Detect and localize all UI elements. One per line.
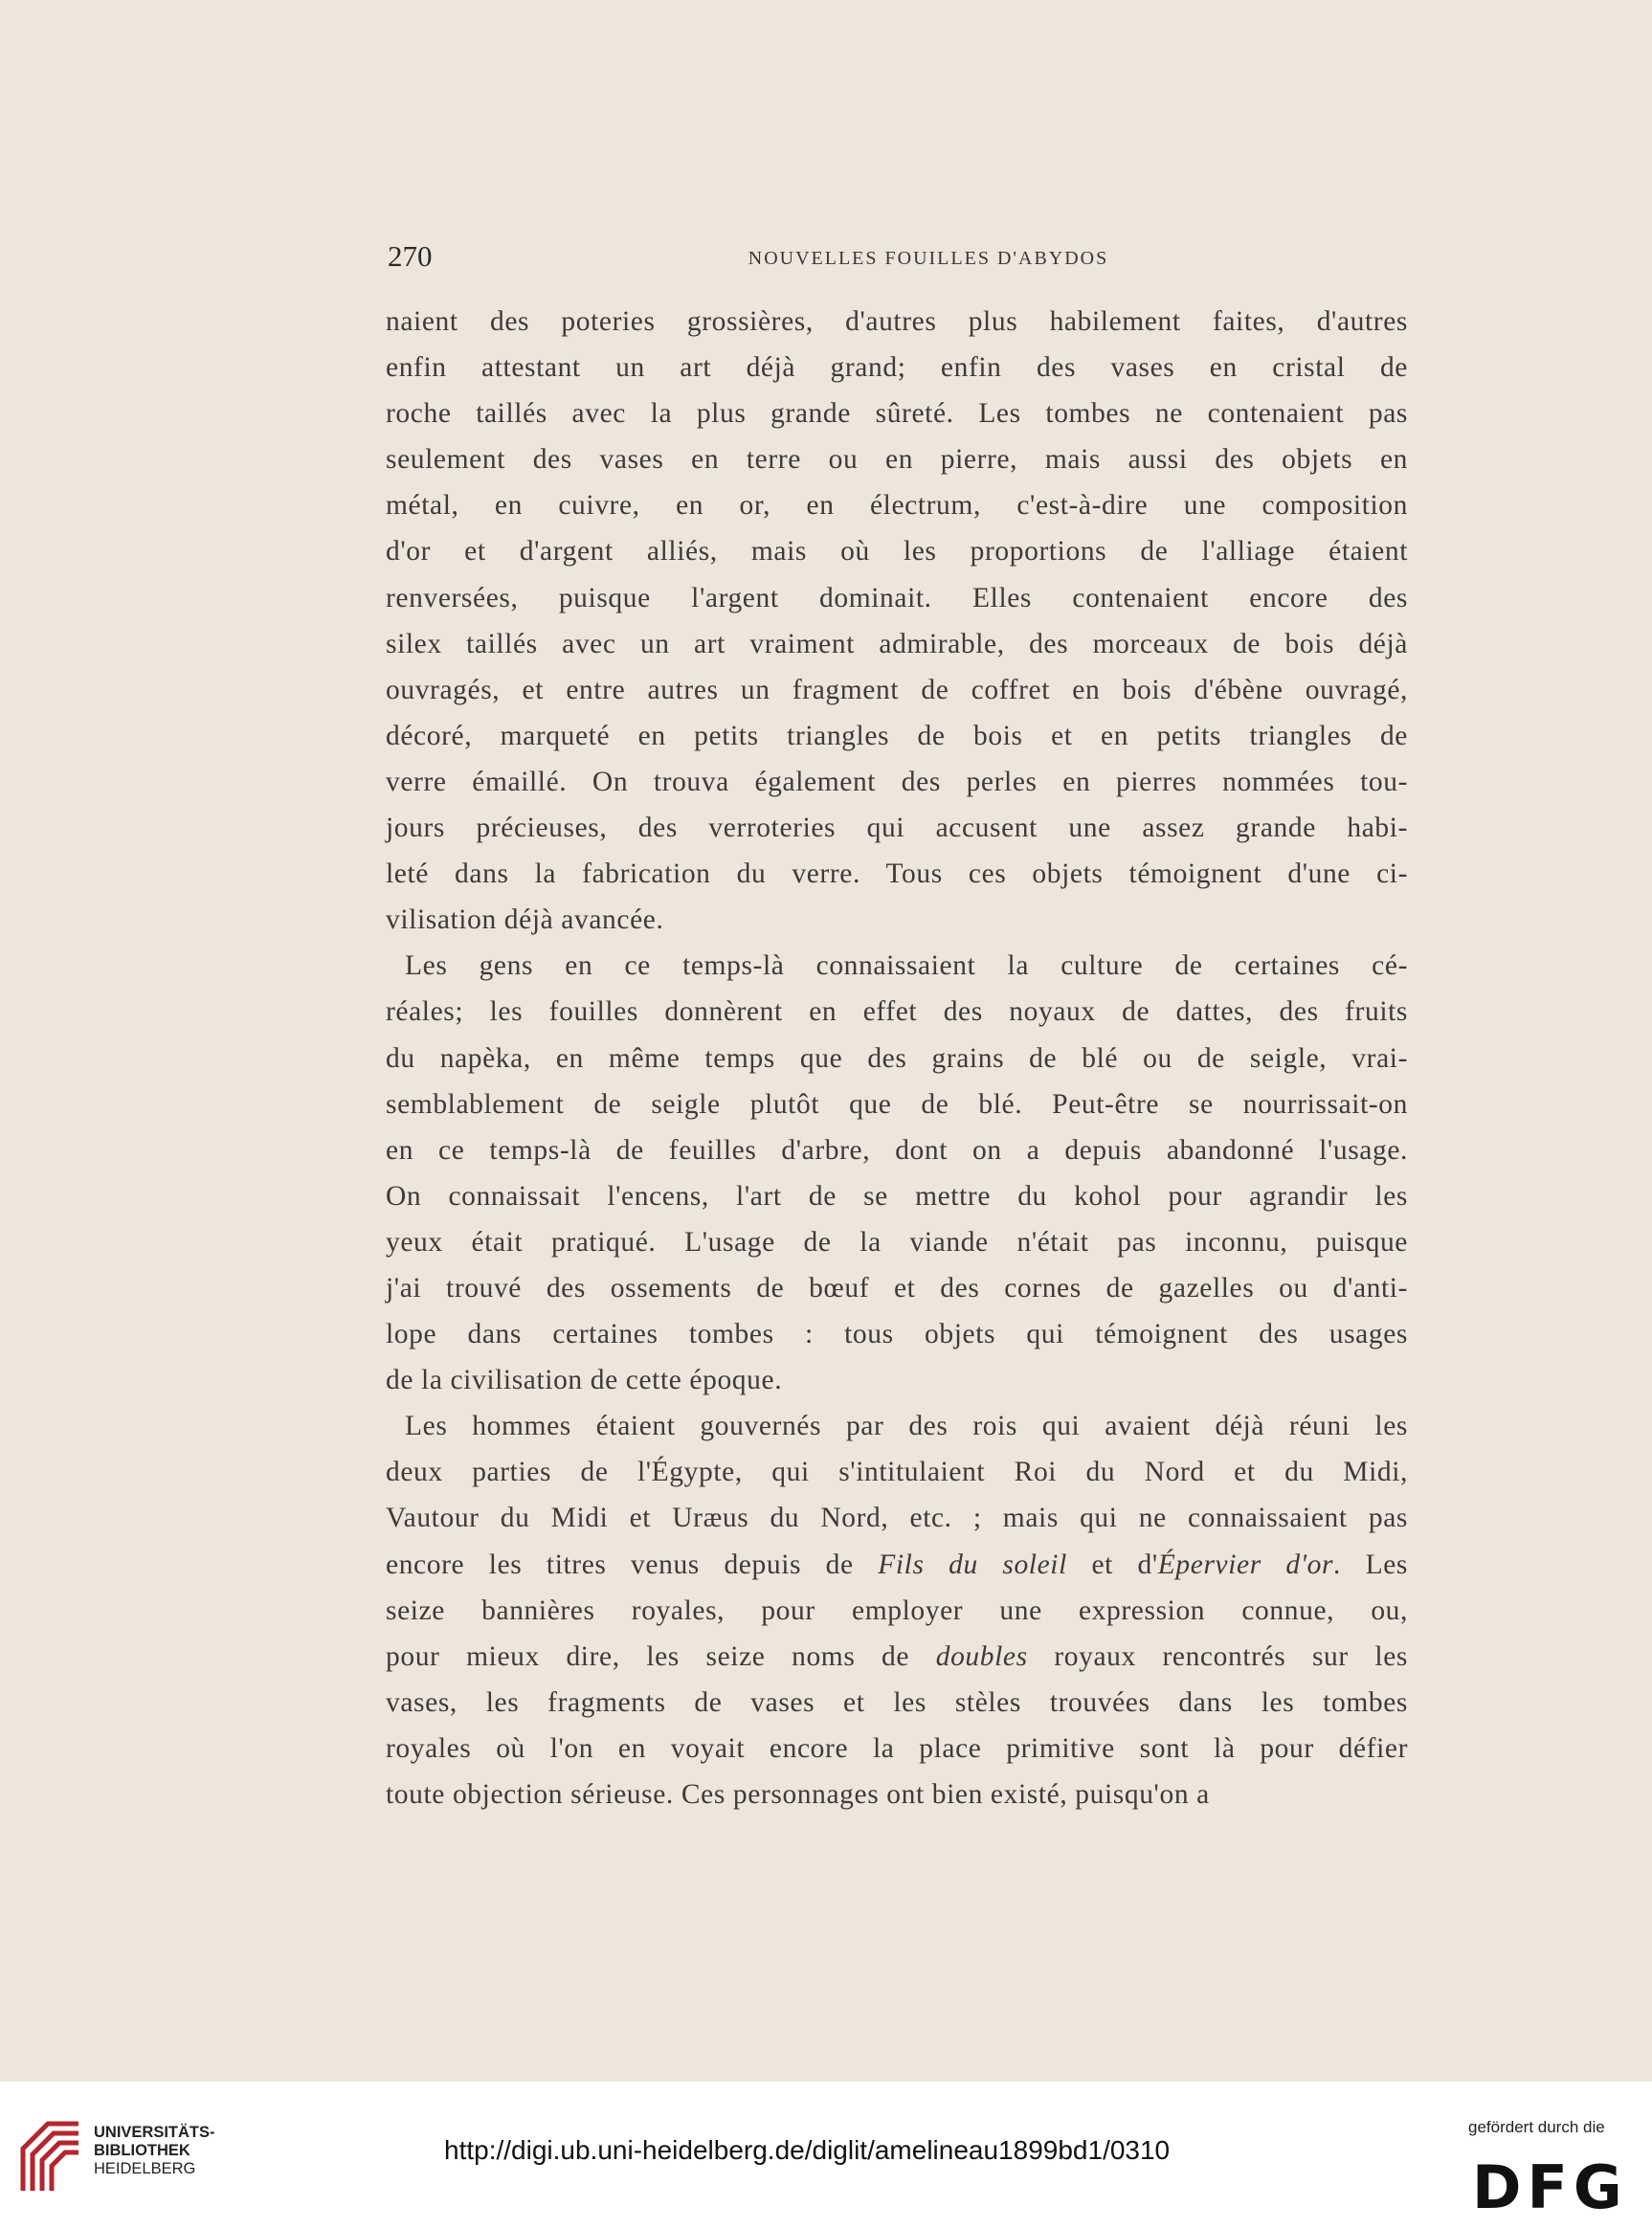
text-line: semblablement de seigle plutôt que de blé. Peut-être se nourrissait-on	[386, 1088, 1408, 1120]
text-line: On connaissait l'encens, l'art de se mettre du kohol pour agrandir les	[386, 1180, 1408, 1212]
text-line: ouvragés, et entre autres un fragment de coffret en bois d'ébène ouvragé,	[386, 674, 1408, 705]
text-line: verre émaillé. On trouva également des perles en pierres nommées tou-	[386, 766, 1408, 797]
text-line: en ce temps-là de feuilles d'arbre, dont on a depuis abandonné l'usage.	[386, 1134, 1408, 1166]
page-number: 270	[388, 239, 433, 273]
text-line: seulement des vases en terre ou en pierre, mais aussi des objets en	[386, 444, 1408, 476]
text-line: réales; les fouilles donnèrent en effet des noyaux de dattes, des fruits	[386, 996, 1408, 1028]
text-line	[386, 1542, 1408, 1588]
text-line: toute objection sérieuse. Ces personnages ont bien existé, puisqu'on a	[386, 1779, 1210, 1810]
page-header	[388, 239, 1407, 278]
text-line	[386, 1634, 1408, 1680]
text-run: et d'	[1066, 1549, 1158, 1580]
library-name	[94, 2124, 215, 2178]
text-line: décoré, marqueté en petits triangles de bois et en petits triangles de	[386, 720, 1408, 751]
permalink-url[interactable]: http://digi.ub.uni-heidelberg.de/diglit/amelineau1899bd1/0310	[444, 2135, 1171, 2165]
text-line: Les gens en ce temps-là connaissaient la culture de certaines cé-	[405, 950, 1408, 982]
body-text	[386, 299, 1408, 1817]
dfg-logo: DFG	[1472, 2152, 1628, 2222]
text-line: renversées, puisque l'argent dominait. Elles contenaient encore des	[386, 582, 1408, 613]
text-line: du napèka, en même temps que des grains de blé ou de seigle, vrai-	[386, 1042, 1408, 1074]
text-line: Les hommes étaient gouvernés par des rois qui avaient déjà réuni les	[405, 1411, 1408, 1442]
italic-phrase: Fils du soleil	[878, 1549, 1067, 1580]
text-run: encore les titres venus depuis de	[386, 1549, 879, 1580]
text-line: jours précieuses, des verroteries qui accusent une assez grande habi-	[386, 813, 1408, 844]
text-line: roche taillés avec la plus grande sûreté. Les tombes ne contenaient pas	[386, 398, 1408, 430]
text-run: pour mieux dire, les seize noms de	[386, 1640, 936, 1672]
text-line: deux parties de l'Égypte, qui s'intitulaient Roi du Nord et du Midi,	[386, 1457, 1408, 1488]
text-line: vilisation déjà avancée.	[386, 904, 664, 936]
library-name-line-3: HEIDELBERG	[94, 2160, 196, 2177]
library-name-line-2: BIBLIOTHEK	[94, 2142, 190, 2159]
italic-phrase: doubles	[935, 1640, 1028, 1672]
text-line: leté dans la fabrication du verre. Tous ces objets témoignent d'une ci-	[386, 858, 1408, 890]
sponsor-label: gefördert durch die	[1468, 2118, 1605, 2136]
text-line: j'ai trouvé des ossements de bœuf et des cornes de gazelles ou d'anti-	[386, 1272, 1408, 1304]
text-line: royales où l'on en voyait encore la place primitive sont là pour défier	[386, 1732, 1408, 1764]
text-line: naient des poteries grossières, d'autres plus habilement faites, d'autres	[386, 306, 1408, 337]
text-line: enfin attestant un art déjà grand; enfin des vases en cristal de	[386, 352, 1408, 384]
text-run: royaux rencontrés sur les	[1027, 1640, 1408, 1672]
text-line: silex taillés avec un art vraiment admirable, des morceaux de bois déjà	[386, 628, 1408, 659]
library-name-line-1: UNIVERSITÄTS-	[94, 2124, 215, 2141]
text-line: d'or et d'argent alliés, mais où les proportions de l'alliage étaient	[386, 536, 1408, 568]
text-line: vases, les fragments de vases et les stèles trouvées dans les tombes	[386, 1686, 1408, 1718]
text-line: yeux était pratiqué. L'usage de la viande n'était pas inconnu, puisque	[386, 1226, 1408, 1258]
text-line: seize bannières royales, pour employer une expression connue, ou,	[386, 1594, 1408, 1626]
university-library-logo	[19, 2120, 82, 2195]
italic-phrase: Épervier d'or	[1157, 1549, 1334, 1580]
text-run: . Les	[1333, 1549, 1408, 1580]
text-line: lope dans certaines tombes : tous objets qui témoignent des usages	[386, 1319, 1408, 1350]
text-line: métal, en cuivre, en or, en électrum, c'est-à-dire une composition	[386, 490, 1408, 522]
text-line: Vautour du Midi et Uræus du Nord, etc. ; mais qui ne connaissaient pas	[386, 1503, 1408, 1534]
footer-bar	[0, 2082, 1652, 2229]
text-line: de la civilisation de cette époque.	[386, 1365, 783, 1396]
running-title: NOUVELLES FOUILLES D'ABYDOS	[748, 248, 1109, 269]
